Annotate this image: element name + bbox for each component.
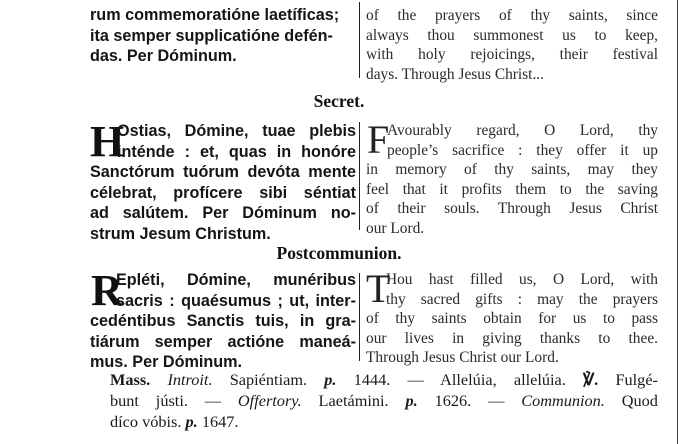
mass-line xyxy=(110,370,658,391)
postcommunion-column-divider xyxy=(359,273,360,361)
alleluia-text: Allelúia, allelúia. xyxy=(440,370,566,389)
secret-english-dropcap: F xyxy=(367,117,390,162)
top-latin-line: das. Per Dóminum. xyxy=(90,47,237,66)
postcommunion-heading: Postcommunion. xyxy=(276,243,402,263)
top-latin-column xyxy=(90,5,356,67)
dash: — xyxy=(407,370,424,389)
dash: — xyxy=(204,390,222,410)
postcommunion-english-line: our lives in giving thanks to thee. xyxy=(366,329,658,347)
introit-text: Sapiéntiam. xyxy=(229,370,308,389)
verse-text-end: bunt jústi. xyxy=(110,390,188,410)
postcommunion-english-line: of thy saints obtain for us to pass xyxy=(366,310,658,328)
introit-page-label: p. xyxy=(324,370,337,389)
secret-english-line: feel that it profits them to the saving xyxy=(366,180,658,198)
top-english-line: always thou summonest us to keep, xyxy=(366,26,658,44)
mass-line xyxy=(110,391,658,412)
secret-english-line: in memory of thy saints, may they xyxy=(366,161,658,179)
postcommunion-english-line: Through Jesus Christ our Lord. xyxy=(366,349,559,367)
top-english-line: days. Through Jesus Christ... xyxy=(366,65,544,83)
mass-line xyxy=(110,412,658,433)
offertory-page-label: p. xyxy=(405,390,418,410)
secret-latin-line: ad salútem. Per Dóminum no- xyxy=(90,204,356,223)
postcommunion-english-column xyxy=(366,266,658,368)
top-column-divider xyxy=(359,2,360,78)
communion-page-label: p. xyxy=(185,411,198,431)
top-english-column xyxy=(366,6,658,84)
secret-latin-line: strum Jesum Christum. xyxy=(90,224,271,243)
secret-column-divider xyxy=(359,122,360,230)
secret-english-line: our Lord. xyxy=(366,219,425,237)
offertory-label: Offertory. xyxy=(237,390,302,410)
communion-text-end: díco vóbis. xyxy=(110,411,182,431)
top-english-line: of the prayers of thy saints, since xyxy=(366,7,658,24)
secret-english-line: of their souls. Through Jesus Christ xyxy=(366,200,658,218)
postcommunion-latin-dropcap: R xyxy=(91,266,123,315)
secret-english-line: Avourably regard, O Lord, thy xyxy=(387,122,658,139)
secret-english-column xyxy=(366,117,658,239)
postcommunion-english-line: thy sacred gifts : may the prayers xyxy=(386,290,658,308)
secret-latin-line: inténde : et, quas in honóre xyxy=(117,142,356,161)
secret-latin-column xyxy=(90,117,356,245)
communion-text-start: Quod xyxy=(621,390,658,410)
top-latin-line: rum commemoratióne laetíficas; xyxy=(90,6,340,24)
secret-english-line: people’s sacrifice : they offer it up xyxy=(387,141,658,159)
mass-label: Mass. xyxy=(110,370,151,389)
postcommunion-english-dropcap: T xyxy=(366,266,391,311)
verse-text-start: Fulgé- xyxy=(615,370,658,389)
introit-page: 1444. xyxy=(353,370,391,389)
postcommunion-latin-column xyxy=(90,266,356,373)
offertory-text: Laetámini. xyxy=(318,390,389,410)
introit-label: Introit. xyxy=(167,370,213,389)
secret-latin-dropcap: H xyxy=(90,117,125,166)
communion-page: 1647. xyxy=(201,411,239,431)
secret-heading: Secret. xyxy=(313,91,365,111)
communion-label: Communion. xyxy=(521,390,605,410)
postcommunion-latin-line: sacris : quaésumus ; ut, inter- xyxy=(116,291,356,310)
top-latin-line: ita semper supplicatióne defén- xyxy=(90,26,333,45)
top-english-line: with holy rejoicings, their festival xyxy=(366,46,658,64)
postcommunion-latin-line: cedéntibus Sanctis tuis, in gra- xyxy=(90,312,356,331)
secret-latin-line: célebrat, profícere sibi séntiat xyxy=(90,183,356,202)
postcommunion-latin-line: Epléti, Dómine, munéribus xyxy=(116,271,356,289)
versicle-symbol: ℣. xyxy=(583,370,599,389)
dash: — xyxy=(488,390,505,410)
postcommunion-latin-line: tiárum semper actióne maneá- xyxy=(90,332,356,351)
mass-references xyxy=(110,370,658,432)
postcommunion-latin-line: mus. Per Dóminum. xyxy=(90,353,243,372)
offertory-page: 1626. xyxy=(434,390,472,410)
secret-latin-line: Ostias, Dómine, tuae plebis xyxy=(117,122,356,140)
secret-latin-line: Sanctórum tuórum devóta mente xyxy=(90,163,356,182)
postcommunion-english-line: Hou hast filled us, O Lord, with xyxy=(386,271,658,288)
